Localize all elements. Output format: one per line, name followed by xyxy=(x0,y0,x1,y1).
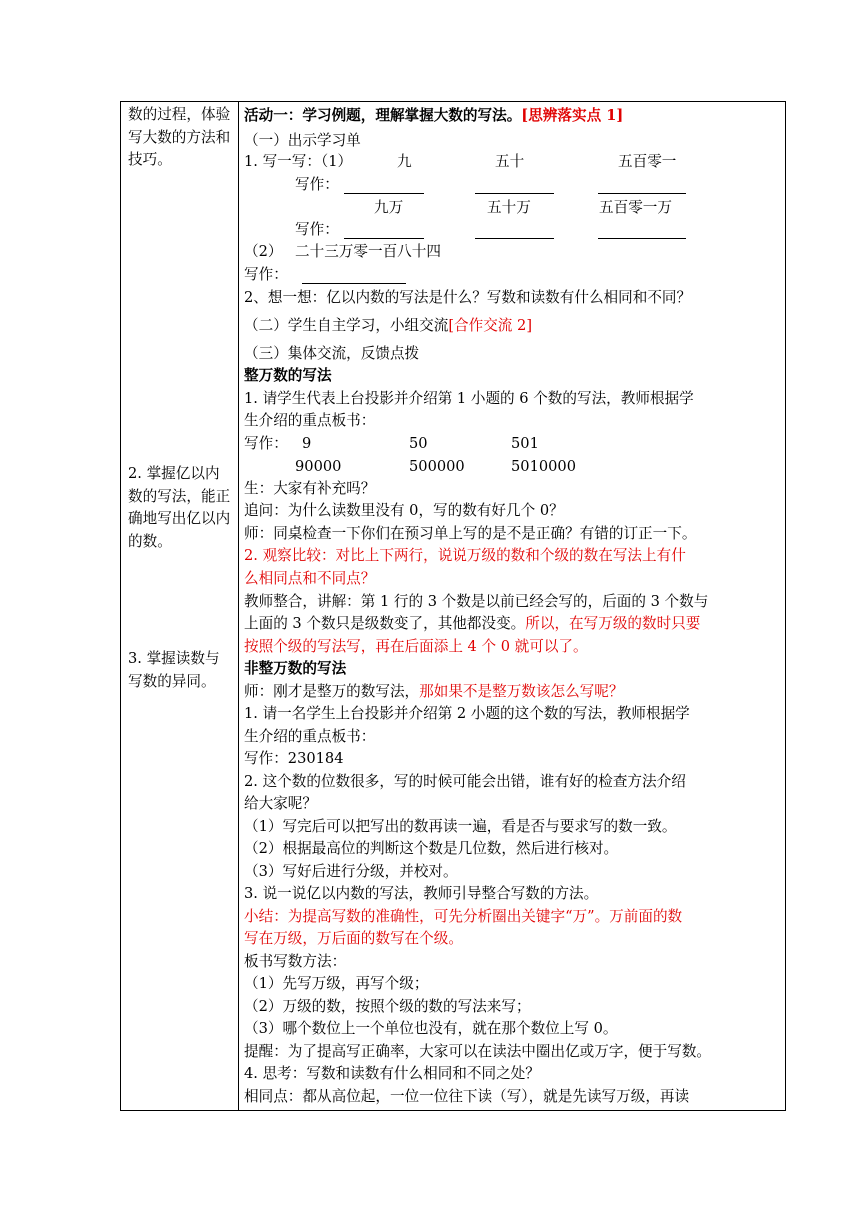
number-wushiwan: 五十万 xyxy=(487,199,531,216)
value-cell: 500000 xyxy=(409,458,465,475)
heading-whole-wan: 整万数的写法 xyxy=(244,367,332,384)
paragraph: 板书写数方法： xyxy=(244,953,347,970)
section-2: （二）学生自主学习，小组交流[合作交流 2] xyxy=(244,317,533,334)
write-label-2: 写作： xyxy=(295,221,339,238)
answer-blank xyxy=(475,193,554,194)
number-wubailingyi: 五百零一 xyxy=(618,153,677,170)
paragraph: 提醒：为了提高写正确率，大家可以在读法中圈出亿或万字，便于写数。 xyxy=(244,1043,712,1060)
paragraph: 生介绍的重点板书： xyxy=(244,728,376,745)
paragraph: 3. 说一说亿以内数的写法，教师引导整合写数的方法。 xyxy=(244,885,599,902)
paragraph: 给大家呢？ xyxy=(244,795,317,812)
summary: 写在万级，万后面的数写在个级。 xyxy=(244,930,463,947)
number-jiuwan: 九万 xyxy=(374,199,404,216)
objective-2: 2. 掌握亿以内数的写法，能正确地写出亿以内的数。 xyxy=(128,465,231,550)
value-cell: 50 xyxy=(409,435,428,452)
activities-column xyxy=(239,102,785,1110)
paragraph: 生：大家有补充吗？ xyxy=(244,480,376,497)
paragraph: （2）万级的数，按照个级的数的写法来写； xyxy=(244,998,531,1015)
lesson-table xyxy=(120,101,786,1111)
paragraph: （3）哪个数位上一个单位也没有，就在那个数位上写 0。 xyxy=(244,1020,618,1037)
answer-blank xyxy=(302,283,406,284)
summary: 小结：为提高写数的准确性，可先分析圈出关键字“万”。万前面的数 xyxy=(244,908,683,925)
paragraph: 2. 观察比较：对比上下两行，说说万级的数和个级的数在写法上有什 xyxy=(244,547,686,564)
value-cell: 501 xyxy=(511,435,539,452)
write-label-1: 写作： xyxy=(295,176,339,193)
value-cell: 5010000 xyxy=(511,458,576,475)
paragraph: 1. 请一名学生上台投影并介绍第 2 小题的这个数的写法，教师根据学 xyxy=(244,705,690,722)
objectives-column xyxy=(121,102,238,1110)
question-1-label: 1. 写一写：（1） xyxy=(244,153,353,170)
answer-blank xyxy=(598,238,686,239)
question-1b-prefix: （2） xyxy=(244,243,283,260)
paragraph: 写作：230184 xyxy=(244,750,344,767)
activity-1-title: 活动一：学习例题，理解掌握大数的写法。[思辨落实点 1] xyxy=(244,107,624,124)
value-cell: 90000 xyxy=(295,458,342,475)
paragraph: 师：同桌检查一下你们在预习单上写的是不是正确？有错的订正一下。 xyxy=(244,525,697,542)
paragraph: （2）根据最高位的判断这个数是几位数，然后进行核对。 xyxy=(244,840,619,857)
question-1b-number: 二十三万零一百八十四 xyxy=(295,243,441,260)
objective-3: 3. 掌握读数与写数的异同。 xyxy=(128,650,220,690)
answer-blank xyxy=(344,238,424,239)
paragraph: 1. 请学生代表上台投影并介绍第 1 小题的 6 个数的写法，教师根据学 xyxy=(244,390,694,407)
paragraph: 2. 这个数的位数很多，写的时候可能会出错，谁有好的检查方法介绍 xyxy=(244,773,686,790)
paragraph: 按照个级的写法写，再在后面添上 4 个 0 就可以了。 xyxy=(244,638,588,655)
number-jiu: 九 xyxy=(397,153,412,170)
objective-1: 数的过程，体验写大数的方法和技巧。 xyxy=(128,106,231,168)
paragraph: 追问：为什么读数里没有 0，写的数有好几个 0？ xyxy=(244,502,564,519)
paragraph: 教师整合，讲解：第 1 行的 3 个数是以前已经会写的，后面的 3 个数与 xyxy=(244,593,709,610)
activity-1-tag: [思辨落实点 1] xyxy=(521,107,624,124)
paragraph: 师：刚才是整万的数写法，那如果不是整万数该怎么写呢？ xyxy=(244,683,624,700)
number-wushi: 五十 xyxy=(495,153,525,170)
write-label-4: 写作： xyxy=(244,435,288,452)
number-wubailingyiwan: 五百零一万 xyxy=(599,199,672,216)
paragraph: 相同点：都从高位起，一位一位往下读（写），就是先读写万级，再读 xyxy=(244,1088,690,1105)
paragraph: 上面的 3 个数只是级数变了，其他都没变。所以，在写万级的数时只要 xyxy=(244,615,701,632)
answer-blank xyxy=(598,193,686,194)
section-2-tag: [合作交流 2] xyxy=(448,317,533,334)
paragraph: （1）写完后可以把写出的数再读一遍，看是否与要求写的数一致。 xyxy=(244,818,677,835)
paragraph: （1）先写万级，再写个级； xyxy=(244,975,429,992)
paragraph: 么相同点和不同点？ xyxy=(244,570,376,587)
paragraph: （3）写好后进行分级，并校对。 xyxy=(244,863,458,880)
paragraph: 4. 思考：写数和读数有什么相同和不同之处？ xyxy=(244,1065,540,1082)
paragraph: 生介绍的重点板书： xyxy=(244,412,376,429)
write-label-3: 写作： xyxy=(244,266,288,283)
answer-blank xyxy=(344,193,424,194)
question-2: 2、想一想：亿以内数的写法是什么？写数和读数有什么相同和不同？ xyxy=(244,289,692,306)
answer-blank xyxy=(475,238,554,239)
section-1: （一）出示学习单 xyxy=(244,132,361,149)
section-3: （三）集体交流，反馈点拨 xyxy=(244,345,420,362)
value-cell: 9 xyxy=(302,435,312,452)
heading-non-whole-wan: 非整万数的写法 xyxy=(244,660,347,677)
